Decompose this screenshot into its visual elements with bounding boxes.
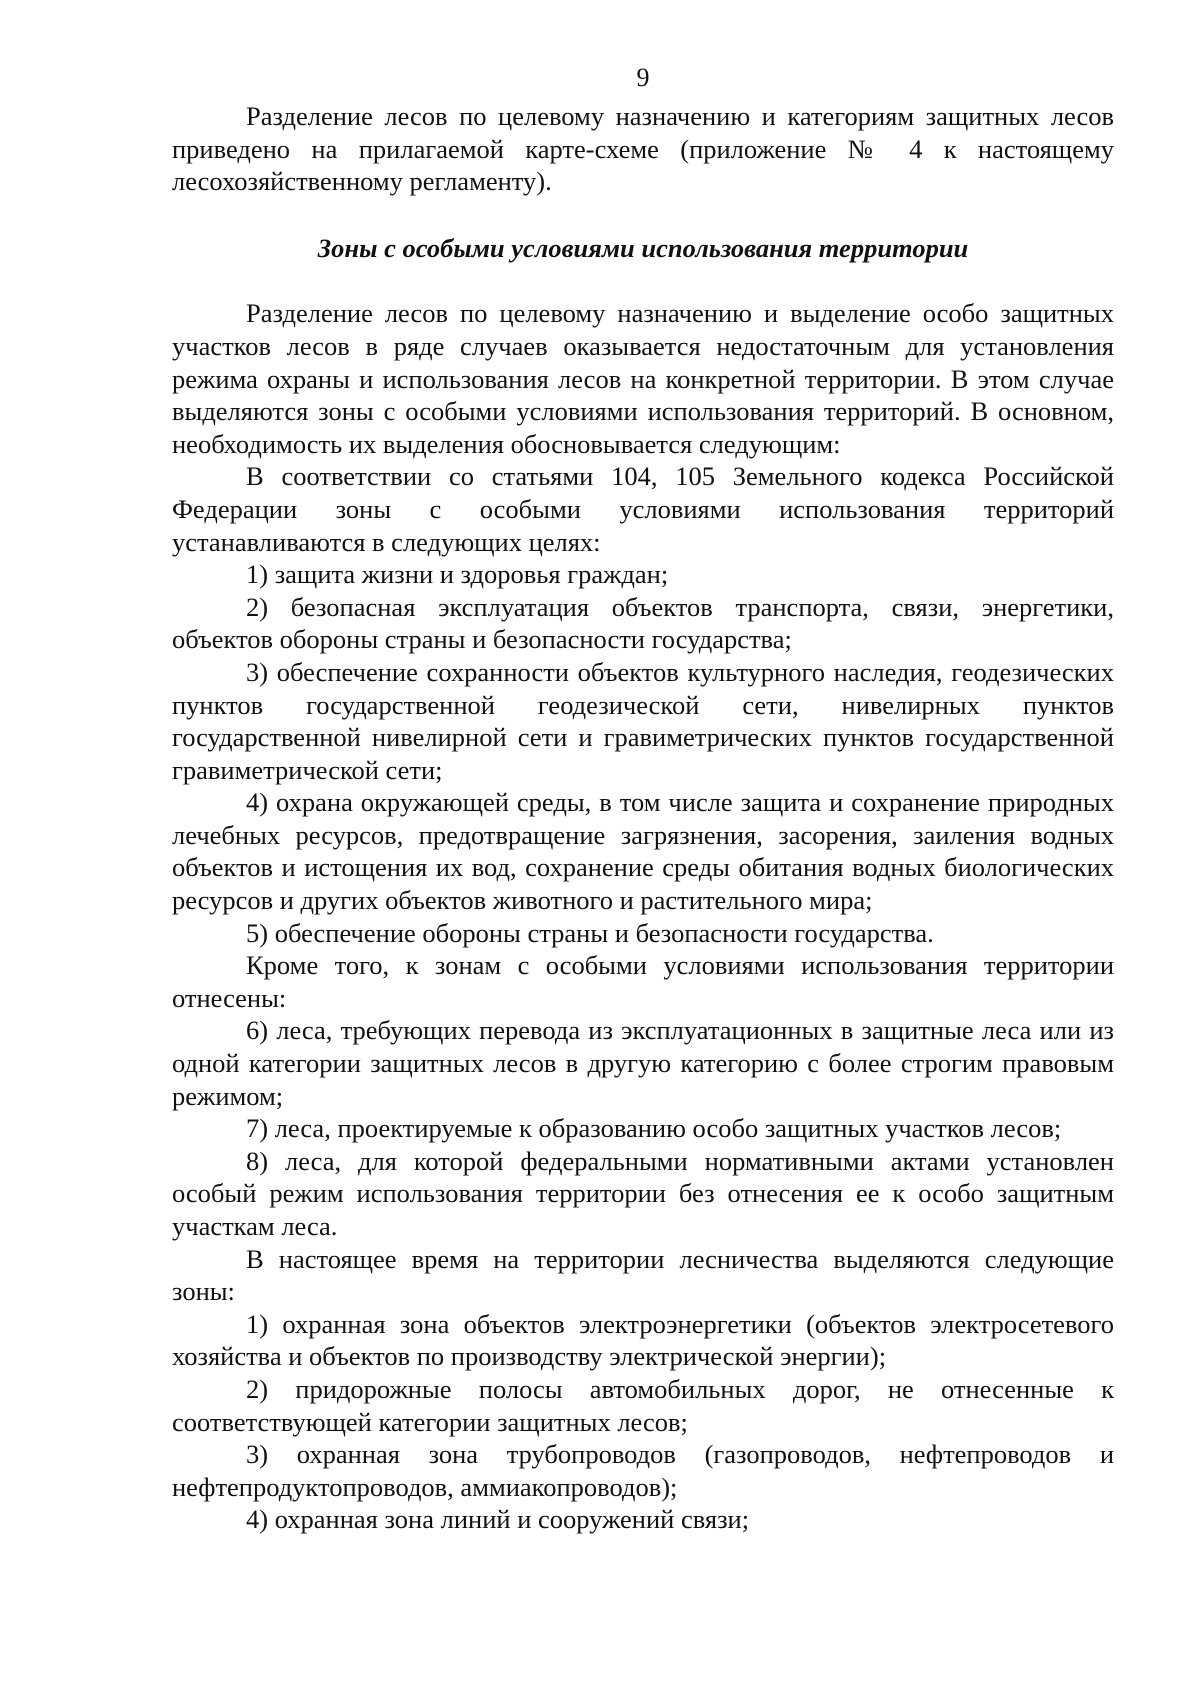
list-item: 5) обеспечение обороны страны и безопасности государства. — [246, 917, 934, 948]
list-item: 6) леса, требующих перевода из эксплуатационных в защитные леса или из одной категории защитных лесов в другую категорию с более строгим правовым режимом; — [172, 1015, 1114, 1111]
list-item: 4) охранная зона линий и сооружений связи; — [246, 1504, 750, 1535]
list-item: 3) обеспечение сохранности объектов культурного наследия, геодезических пунктов государственной геодезической сети, нивелирных пунктов государственной нивелирной сети и гравиметрических пунктов государственной гравиметрической сети; — [172, 656, 1114, 785]
page-number: 9 — [636, 63, 650, 92]
list-item: 4) охрана окружающей среды, в том числе защита и сохранение природных лечебных ресурсов, предотвращение загрязнения, засорения, заиления водных объектов и истощения их вод, сохранение среды обитания водных биологических ресурсов и других объектов животного и растительного мира; — [172, 787, 1114, 916]
list-item: 1) защита жизни и здоровья граждан; — [246, 559, 669, 590]
body-paragraph: Разделение лесов по целевому назначению и выделение особо защитных участков лесов в ряде случаев оказывается недостаточным для установления режима охраны и использования лесов на конкретной территории. В этом случае выделяются зоны с особыми условиями использования территорий. В основном, необходимость их выделения обосновывается следующим: — [172, 298, 1114, 459]
list-item: 2) придорожные полосы автомобильных дорог, не отнесенные к соответствующей категории защитных лесов; — [172, 1373, 1114, 1437]
intro-paragraph: Разделение лесов по целевому назначению и категориям защитных лесов приведено на прилагаемой карте-схеме (приложение № 4 к настоящему лесохозяйственному регламенту). — [172, 101, 1114, 197]
body-paragraph: Кроме того, к зонам с особыми условиями использования территории отнесены: — [172, 950, 1114, 1013]
list-item: 2) безопасная эксплуатация объектов транспорта, связи, энергетики, объектов обороны страны и безопасности государства; — [172, 591, 1114, 655]
section-heading: Зоны с особыми условиями использования территории — [317, 232, 969, 263]
body-paragraph: В соответствии со статьями 104, 105 Земельного кодекса Российской Федерации зоны с особыми условиями использования территорий устанавливаются в следующих целях: — [172, 461, 1114, 557]
document-page — [172, 62, 1114, 1536]
list-item: 7) леса, проектируемые к образованию особо защитных участков лесов; — [246, 1113, 1062, 1144]
body-paragraph: В настоящее время на территории лесничества выделяются следующие зоны: — [172, 1243, 1114, 1307]
list-item: 8) леса, для которой федеральными нормативными актами установлен особый режим использования территории без отнесения ее к особо защитным участкам леса. — [172, 1145, 1114, 1241]
list-item: 3) охранная зона трубопроводов (газопроводов, нефтепроводов и нефтепродуктопроводов, аммиакопроводов); — [172, 1439, 1114, 1502]
list-item: 1) охранная зона объектов электроэнергетики (объектов электросетевого хозяйства и объектов по производству электрической энергии); — [172, 1308, 1114, 1372]
